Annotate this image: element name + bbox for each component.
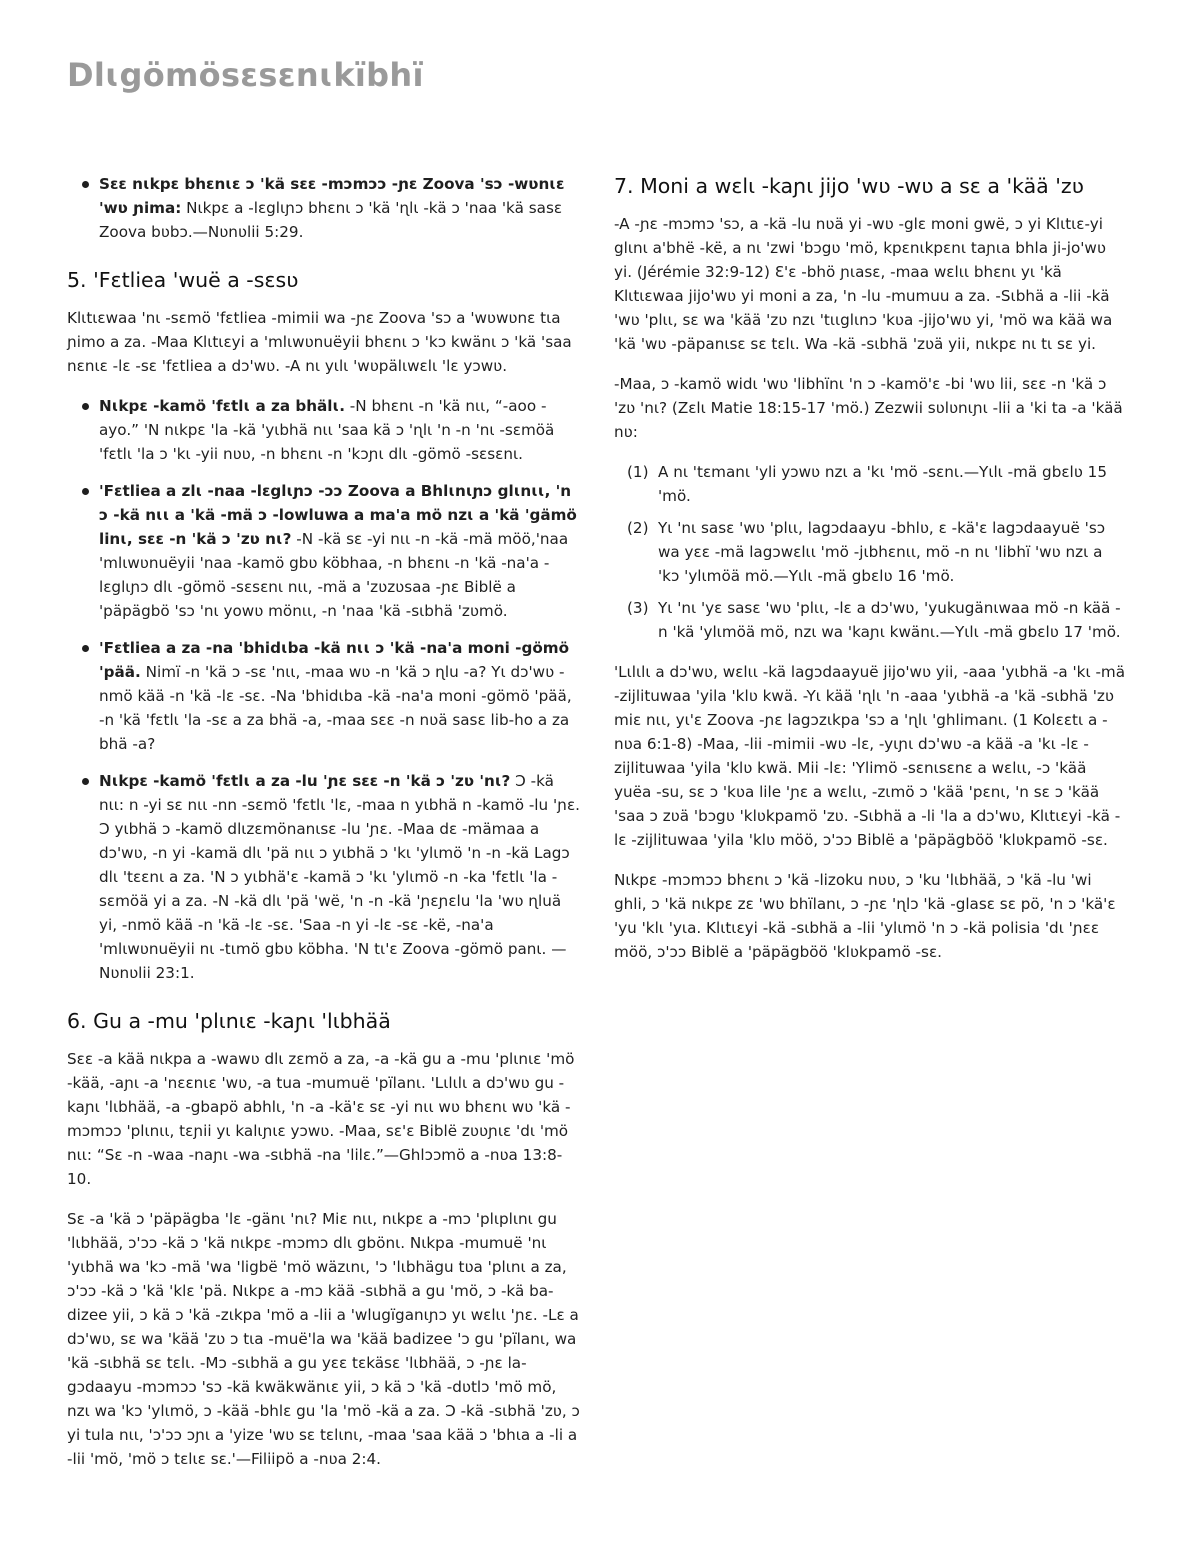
section-7-paragraph-1: -A -ɲɛ -mɔmɔ 'sɔ, a -kä -lu nʋä yi -wʋ -glɛ moni gwë, ɔ yi Klɩtɩɛ-yi glɩnɩ a'bhë -kë, a nɩ 'zwi 'bɔgʋ 'mö, kpɛnɩkpɛnɩ taɲɩa bhla ji-jo'wʋ yi. (Jérémie 32:9-12) Ɛ'ɛ -bhö ɲɩasɛ, -maa wɛlɩɩ bhɛnɩ yɩ 'kä Klɩtɩɛwaa jijo'wʋ yi moni a za, 'n -lu -mumuu a za. -Sɩbhä a -lii -kä 'wʋ 'plɩɩ, sɛ wa 'kää 'zʋ nzɩ 'tɩɩglɩnɔ 'kʋa -jijo'wʋ yi, 'mö wa kää wa 'kä 'wʋ -päpanɩsɛ sɛ tɛlɩ. Wa -kä -sɩbhä 'zʋä yii, nɩkpɛ nɩ tɩ sɛ yi. [614, 215, 1113, 353]
section-5-bullet-3 [67, 636, 581, 756]
section-5-bullet-1 [67, 394, 581, 466]
bullet-text: -N -kä sɛ -yi nɩɩ -n -kä -mä möö,'naa 'mlɩwʋnuëyii 'naa -kamö gbʋ köbhaa, -n bhɛnɩ -n 'kä -na'a -lɛglɩɲɔ dlɩ -gömö -sɛsɛnɩ nɩɩ, -mä a 'zʋzʋsaa -ɲɛ Biblë a 'päpägbö 'sɔ 'nɩ yowʋ mönɩɩ, -n 'naa 'kä -sɩbhä 'zʋmö. [99, 530, 569, 620]
numbered-item-1 [614, 460, 1128, 508]
bullet-heading: 'Fɛtliea a za -na 'bhidɩba -kä nɩɩ ɔ 'kä -na'a moni -gömö 'pää. [99, 639, 570, 681]
item-number: (3) [627, 599, 649, 617]
item-text: Yɩ 'nɩ sasɛ 'wʋ 'plɩɩ, lagɔdaayu -bhlʋ, ɛ -kä'ɛ lagɔdaayuë 'sɔ wa yɛɛ -mä lagɔwɛlɩɩ 'mö -jɩbhɛnɩɩ, mö -n nɩ 'libhï 'wʋ nzɩ a 'kɔ 'ylɩmöä mö.—Yɩlɩ -mä gbɛlʋ 16 'mö. [658, 519, 1106, 585]
section-7-heading: 7. Moni a wɛlɩ -kaɲɩ jijo 'wʋ -wʋ a sɛ a 'kää 'zʋ [614, 174, 1084, 198]
bullet-heading: Sɛɛ nɩkpɛ bhɛnɩɛ ɔ 'kä sɛɛ -mɔmɔɔ -ɲɛ Zoova 'sɔ -wʋnɩɛ 'wʋ ɲima: [99, 175, 565, 217]
section-6-paragraph-2: Sɛ -a 'kä ɔ 'päpägba 'lɛ -gänɩ 'nɩ? Miɛ nɩɩ, nɩkpɛ a -mɔ 'plɩplɩnɩ gu 'lɩbhää, ɔ'ɔɔ -kä ɔ 'kä nɩkpɛ -mɔmɔ dlɩ gbönɩ. Nɩkpa -mumuë 'nɩ 'yɩbhä wa 'kɔ -mä 'wa 'ligbë 'mö wäzɩnɩ, 'ɔ 'lɩbhägu tʋa 'plɩnɩ a za, ɔ'ɔɔ -kä ɔ 'kä 'klɛ 'pä. Nɩkpɛ a -mɔ kää -sɩbhä a gu 'mö, ɔ -kä ba-dizee yii, ɔ kä ɔ 'kä -zɩkpa 'mö a -lii a 'wlugïganɩɲɔ yɩ wɛlɩɩ 'ɲɛ. -Lɛ a dɔ'wʋ, sɛ wa 'kää 'zʋ ɔ tɩa -muë'la wa 'kää badizee 'ɔ gu 'pïlanɩ, wa 'kä -sɩbhä sɛ tɛlɩ. -Mɔ -sɩbhä a gu yɛɛ tɛkäsɛ 'lɩbhää, ɔ -ɲɛ la-gɔdaayu -mɔmɔɔ 'sɔ -kä kwäkwänɩɛ yii, ɔ kä ɔ 'kä -dʋtlɔ 'mö mö, nzɩ wa 'kɔ 'ylɩmö, ɔ -kää -bhlɛ gu 'la 'mö -kä a za. Ɔ -kä -sɩbhä 'zʋ, ɔ yi tula nɩɩ, 'ɔ'ɔɔ ɔɲɩ a 'yize 'wʋ sɛ tɛlɩnɩ, -maa 'saa kää ɔ 'bhɩa a -li a -lii 'mö, 'mö ɔ tɛlɩɛ sɛ.'—Filiipö a -nʋa 2:4. [67, 1210, 580, 1468]
section-7-paragraph-2: -Maa, ɔ -kamö widɩ 'wʋ 'libhïnɩ 'n ɔ -kamö'ɛ -bi 'wʋ lii, sɛɛ -n 'kä ɔ 'zʋ 'nɩ? (Zɛlɩ Matie 18:15-17 'mö.) Zezwii sʋlʋnɩɲɩ -lii a 'ki ta -a 'kää nʋ: [614, 375, 1123, 441]
numbered-item-2 [614, 516, 1128, 588]
bullet-heading: Nɩkpɛ -kamö 'fɛtlɩ a za -lu 'ɲɛ sɛɛ -n 'kä ɔ 'zʋ 'nɩ? [99, 772, 511, 790]
section-6-heading: 6. Gu a -mu 'plɩnɩɛ -kaɲɩ 'lɩbhää [67, 1009, 391, 1033]
item-number: (2) [627, 519, 649, 537]
section-7-paragraph-4: Nɩkpɛ -mɔmɔɔ bhɛnɩ ɔ 'kä -lizoku nʋʋ, ɔ 'ku 'lɩbhää, ɔ 'kä -lu 'wi ghli, ɔ 'kä nɩkpɛ zɛ 'wʋ bhïlanɩ, ɔ -ɲɛ 'ɳlɔ 'kä -glasɛ sɛ pö, 'n ɔ 'kä'ɛ 'yu 'klɩ 'yɩa. Klɩtɩɛyi -kä -sɩbhä a -lii 'ylɩmö 'n ɔ -kä polisia 'dɩ 'ɲɛɛ möö, ɔ'ɔɔ Biblë a 'päpägböö 'klʋkpamö -sɛ. [614, 871, 1116, 961]
bullet-text: Ɔ -kä nɩɩ: n -yi sɛ nɩɩ -nn -sɛmö 'fɛtlɩ 'lɛ, -maa n yɩbhä n -kamö -lu 'ɲɛ. Ɔ yɩbhä ɔ -kamö dlɩzɛmönanɩsɛ -lu 'ɲɛ. -Maa dɛ -mämaa a dɔ'wʋ, -n yi -kamä dlɩ 'pä nɩɩ ɔ yɩbhä ɔ 'kɩ 'ylɩmö 'n -n -kä Lagɔ dlɩ 'tɛɛnɩ a za. 'N ɔ yɩbhä'ɛ -kamä ɔ 'kɩ 'ylɩmö -n -ka 'fɛtlɩ 'la -sɛmöä yi a za. -N -kä dlɩ 'pä 'wë, 'n -n -kä 'ɲɛɲɛlu 'la 'wʋ ɳluä yi, -nmö kää -n 'kä -lɛ -sɛ. 'Saa -n yi -lɛ -sɛ -kë, -na'a 'mlɩwʋnuëyii nɩ -tɩmö gbʋ köbha. 'N tɩ'ɛ Zoova -gömö panɩ. —Nʋnʋlii 23:1. [99, 772, 580, 982]
item-text: A nɩ 'tɛmanɩ 'yli yɔwʋ nzɩ a 'kɩ 'mö -sɛnɩ.—Yɩlɩ -mä gbɛlʋ 15 'mö. [658, 463, 1108, 505]
page-header: Dlɩgömösɛsɛnɩkïbhï [67, 56, 424, 94]
left-column [67, 172, 581, 1487]
section-5-bullet-list [67, 394, 581, 985]
section-5-heading: 5. 'Fɛtliea 'wuë a -sɛsʋ [67, 268, 299, 292]
bullet-heading: 'Fɛtliea a zlɩ -naa -lɛglɩɲɔ -ɔɔ Zoova a Bhlɩnɩɲɔ glɩnɩɩ, 'n ɔ -kä nɩɩ a 'kä -mä ɔ -lowluwa a ma'a mö nzɩ a 'kä 'gämö linɩ, sɛɛ -n 'kä ɔ 'zʋ nɩ? [99, 482, 577, 548]
section-7-numbered-list [614, 460, 1128, 644]
section-7-paragraph-3: 'Lɩlɩlɩ a dɔ'wʋ, wɛlɩɩ -kä lagɔdaayuë jijo'wʋ yii, -aaa 'yɩbhä -a 'kɩ -mä -zijlituwaa 'yila 'klʋ kwä. -Yɩ kää 'ɳlɩ 'n -aaa 'yɩbhä -a 'kä -sɩbhä 'zʋ miɛ nɩɩ, yɩ'ɛ Zoova -ɲɛ lagɔzɩkpa 'sɔ a 'ɳlɩ 'ghlimanɩ. (1 Kolɛɛtɩ a -nʋa 6:1-8) -Maa, -lii -mimii -wʋ -lɛ, -yɩɲɩ dɔ'wʋ -a kää -a 'kɩ -lɛ -zijlituwaa 'yila 'klʋ kwä. Mii -lɛ: 'Ylimö -sɛnɩsɛnɛ a wɛlɩɩ, -ɔ 'kää yuëa -su, sɛ ɔ 'kʋa lile 'ɲɛ a wɛlɩɩ, -zɩmö ɔ 'kää 'pɛnɩ, 'n sɛ ɔ 'kää 'saa ɔ zʋä 'bɔgʋ 'klʋkpamö 'zʋ. -Sɩbhä a -li 'la a dɔ'wʋ, Klɩtɩɛyi -kä -lɛ -zijlituwaa 'yila 'klʋ möö, ɔ'ɔɔ Biblë a 'päpägböö 'klʋkpamö -sɛ. [614, 663, 1126, 849]
numbered-item-3 [614, 596, 1128, 644]
section-5-bullet-2 [67, 479, 581, 623]
intro-bullet-list [67, 172, 581, 244]
right-column [614, 172, 1128, 980]
section-6-paragraph-1: Sɛɛ -a kää nɩkpa a -wawʋ dlɩ zɛmö a za, -a -kä gu a -mu 'plɩnɩɛ 'mö -kää, -aɲɩ -a 'nɛɛnɩɛ 'wʋ, -a tua -mumuë 'pïlanɩ. 'Lɩlɩlɩ a dɔ'wʋ gu -kaɲɩ 'lɩbhää, -a -gbapö abhlɩ, 'n -a -kä'ɛ sɛ -yi nɩɩ wʋ bhɛnɩ wʋ 'kä -mɔmɔɔ 'plɩnɩɩ, tɛɲii yɩ kalɩɲɩɛ yɔwʋ. -Maa, sɛ'ɛ Biblë zʋʋɲɩɛ 'dɩ 'mö nɩɩ: “Sɛ -n -waa -naɲɩ -wa -sɩbhä -na 'lilɛ.”—Ghlɔɔmö a -nʋa 13:8-10. [67, 1050, 575, 1188]
bullet-text: -N bhɛnɩ -n 'kä nɩɩ, “-aoo -ayo.” 'N nɩkpɛ 'la -kä 'yɩbhä nɩɩ 'saa kä ɔ 'ɳlɩ 'n -n 'nɩ -sɛmöä 'fɛtlɩ 'la ɔ 'kɩ -yii nʋʋ, -n bhɛnɩ -n 'kɔɲɩ dlɩ -gömö -sɛsɛnɩ. [99, 397, 555, 463]
bullet-text: Nɩkpɛ a -lɛglɩɲɔ bhɛnɩ ɔ 'kä 'ɳlɩ -kä ɔ 'naa 'kä sasɛ Zoova bʋbɔ.—Nʋnʋlii 5:29. [99, 199, 563, 241]
bullet-heading: Nɩkpɛ -kamö 'fɛtlɩ a za bhälɩ. [99, 397, 345, 415]
item-number: (1) [627, 463, 649, 481]
section-5-bullet-4 [67, 769, 581, 985]
section-5-paragraph: Klɩtɩɛwaa 'nɩ -sɛmö 'fɛtliea -mimii wa -ɲɛ Zoova 'sɔ a 'wʋwʋnɛ tɩa ɲimo a za. -Maa Klɩtɩɛyi a 'mlɩwʋnuëyii bhɛnɩ ɔ 'kɔ kwänɩ ɔ 'kä 'saa nɛnɩɛ -lɛ -sɛ 'fɛtliea a dɔ'wʋ. -A nɩ yɩlɩ 'wʋpälɩwɛlɩ 'lɛ yɔwʋ. [67, 309, 572, 375]
bullet-text: Nimï -n 'kä ɔ -sɛ 'nɩɩ, -maa wʋ -n 'kä ɔ ɳlu -a? Yɩ dɔ'wʋ -nmö kää -n 'kä -lɛ -sɛ. -Na 'bhidɩba -kä -na'a moni -gömö 'pää, -n 'kä 'fɛtlɩ 'la -sɛ a za bhä -a, -maa sɛɛ -n nʋä sasɛ lib-ho a za bhä -a? [99, 663, 572, 753]
intro-bullet [67, 172, 581, 244]
item-text: Yɩ 'nɩ 'yɛ sasɛ 'wʋ 'plɩɩ, -lɛ a dɔ'wʋ, 'yukugänɩwaa mö -n kää -n 'kä 'ylɩmöä mö, nzɩ wa 'kaɲɩ kwänɩ.—Yɩlɩ -mä gbɛlʋ 17 'mö. [658, 599, 1121, 641]
